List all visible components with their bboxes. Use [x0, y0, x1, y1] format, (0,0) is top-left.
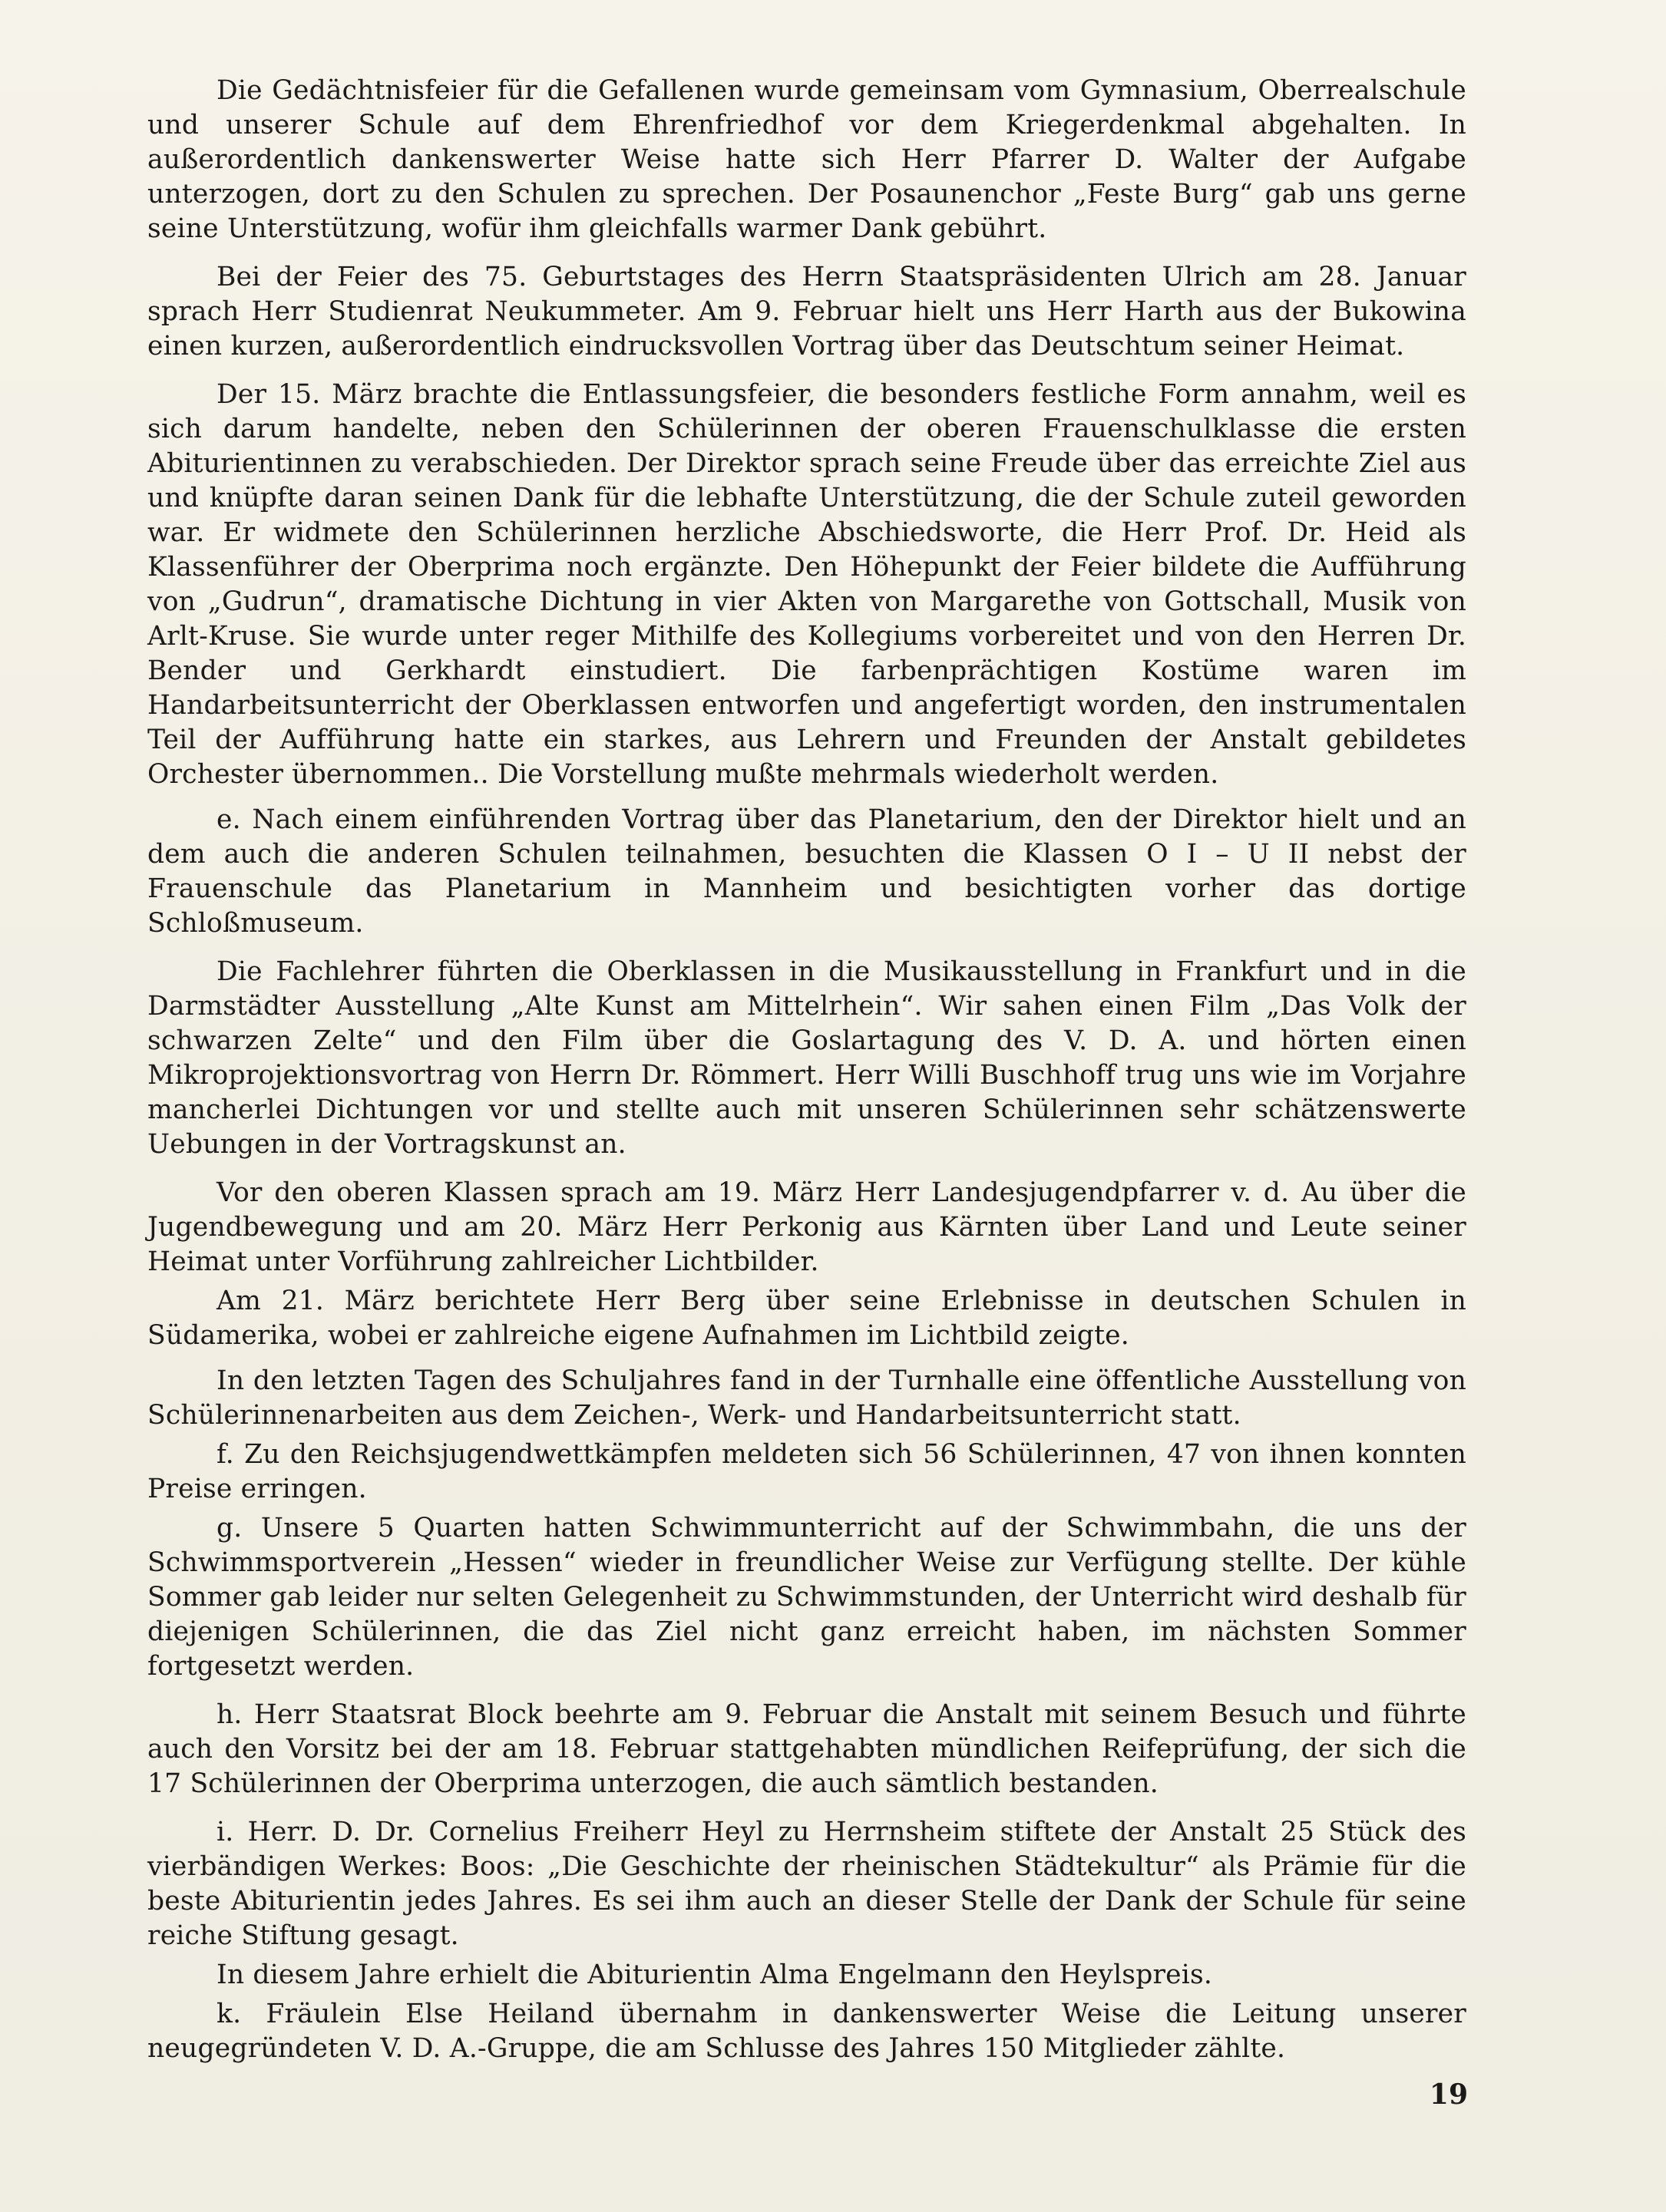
paragraph-sports-competition: f. Zu den Reichsjugendwettkämpfen meldeten sich 56 Schülerinnen, 47 von ihnen konnten Preise erringen.: [147, 1439, 1466, 1504]
paragraph-vda-group: k. Fräulein Else Heiland übernahm in dankenswerter Weise die Leitung unserer neugegründeten V. D. A.-Gruppe, die am Schlusse des Jahres 150 Mitglieder zählte.: [147, 1999, 1466, 2064]
paragraph-birthday-celebration: Bei der Feier des 75. Geburtstages des Herrn Staatspräsidenten Ulrich am 28. Januar sprach Herr Studienrat Neukummeter. Am 9. Februar hielt uns Herr Harth aus der Bukowina einen kurzen, außerordentlich eindrucksvollen Vortrag über das Deutschtum seiner Heimat.: [147, 262, 1466, 362]
paragraph-south-america: Am 21. März berichtete Herr Berg über seine Erlebnisse in deutschen Schulen in Südamerika, wobei er zahlreiche eigene Aufnahmen im Lichtbild zeigte.: [147, 1286, 1466, 1351]
paragraph-exam-visit: h. Herr Staatsrat Block beehrte am 9. Februar die Anstalt mit seinem Besuch und führte auch den Vorsitz bei der am 18. Februar stattgehabten mündlichen Reifeprüfung, der sich die 17 Schülerinnen der Oberprima unterzogen, die auch sämtlich bestanden.: [147, 1699, 1466, 1799]
paragraph-memorial: Die Gedächtnisfeier für die Gefallenen wurde gemeinsam vom Gymnasium, Oberrealschule und unserer Schule auf dem Ehrenfriedhof vor dem Kriegerdenkmal abgehalten. In außerordentlich dankenswerter Weise hatte sich Herr Pfarrer D. Walter der Aufgabe unterzogen, dort zu den Schulen zu sprechen. Der Posaunenchor „Feste Burg“ gab uns gerne seine Unterstützung, wofür ihm gleichfalls warmer Dank gebührt.: [147, 75, 1466, 244]
paragraph-graduation: Der 15. März brachte die Entlassungsfeier, die besonders festliche Form annahm, weil es sich darum handelte, neben den Schülerinnen der oberen Frauenschulklasse die ersten Abiturientinnen zu verabschieden. Der Direktor sprach seine Freude über das erreichte Ziel aus und knüpfte daran seinen Dank für die lebhafte Unterstützung, die der Schule zuteil geworden war. Er widmete den Schülerinnen herzliche Abschiedsworte, die Herr Prof. Dr. Heid als Klassenführer der Oberprima noch ergänzte. Den Höhepunkt der Feier bildete die Aufführung von „Gudrun“, dramatische Dichtung in vier Akten von Margarethe von Gottschall, Musik von Arlt-Kruse. Sie wurde unter reger Mithilfe des Kollegiums vorbereitet und von den Herren Dr. Bender und Gerkhardt einstudiert. Die farbenprächtigen Kostüme waren im Handarbeitsunterricht der Oberklassen entworfen und angefertigt worden, den instrumentalen Teil der Aufführung hatte ein starkes, aus Lehrern und Freunden der Anstalt gebildetes Orchester übernommen.. Die Vorstellung mußte mehrmals wiederholt werden.: [147, 379, 1466, 790]
paragraph-donation: i. Herr. D. Dr. Cornelius Freiherr Heyl zu Herrnsheim stiftete der Anstalt 25 Stück des vierbändigen Werkes: Boos: „Die Geschichte der rheinischen Städtekultur“ als Prämie für die beste Abiturientin jedes Jahres. Es sei ihm auch an dieser Stelle der Dank der Schule für seine reiche Stiftung gesagt.: [147, 1817, 1466, 1951]
body-text: [147, 74, 1466, 2066]
paragraph-swimming: g. Unsere 5 Quarten hatten Schwimmunterricht auf der Schwimmbahn, die uns der Schwimmsportverein „Hessen“ wieder in freundlicher Weise zur Verfügung stellte. Der kühle Sommer gab leider nur selten Gelegenheit zu Schwimmstunden, der Unterricht wird deshalb für diejenigen Schülerinnen, die das Ziel nicht ganz erreicht haben, im nächsten Sommer fortgesetzt werden.: [147, 1513, 1466, 1682]
paragraph-heyl-prize: In diesem Jahre erhielt die Abiturientin Alma Engelmann den Heylspreis.: [217, 1959, 1213, 1990]
paragraph-exhibition: In den letzten Tagen des Schuljahres fand in der Turnhalle eine öffentliche Ausstellung von Schülerinnenarbeiten aus dem Zeichen-, Werk- und Handarbeitsunterricht statt.: [147, 1365, 1466, 1431]
page-number: 19: [1429, 2078, 1468, 2111]
paragraph-planetarium: e. Nach einem einführenden Vortrag über das Planetarium, den der Direktor hielt und an dem auch die anderen Schulen teilnahmen, besuchten die Klassen O I – U II nebst der Frauenschule das Planetarium in Mannheim und besichtigten vorher das dortige Schloßmuseum.: [147, 804, 1466, 939]
paragraph-excursions: Die Fachlehrer führten die Oberklassen in die Musikausstellung in Frankfurt und in die Darmstädter Ausstellung „Alte Kunst am Mittelrhein“. Wir sahen einen Film „Das Volk der schwarzen Zelte“ und den Film über die Goslartagung des V. D. A. und hörten einen Mikroprojektionsvortrag von Herrn Dr. Römmert. Herr Willi Buschhoff trug uns wie im Vorjahre mancherlei Dichtungen vor und stellte auch mit unseren Schülerinnen sehr schätzenswerte Uebungen in der Vortragskunst an.: [147, 956, 1466, 1160]
paragraph-lectures: Vor den oberen Klassen sprach am 19. März Herr Landesjugendpfarrer v. d. Au über die Jugendbewegung und am 20. März Herr Perkonig aus Kärnten über Land und Leute seiner Heimat unter Vorführung zahlreicher Lichtbilder.: [147, 1177, 1466, 1277]
